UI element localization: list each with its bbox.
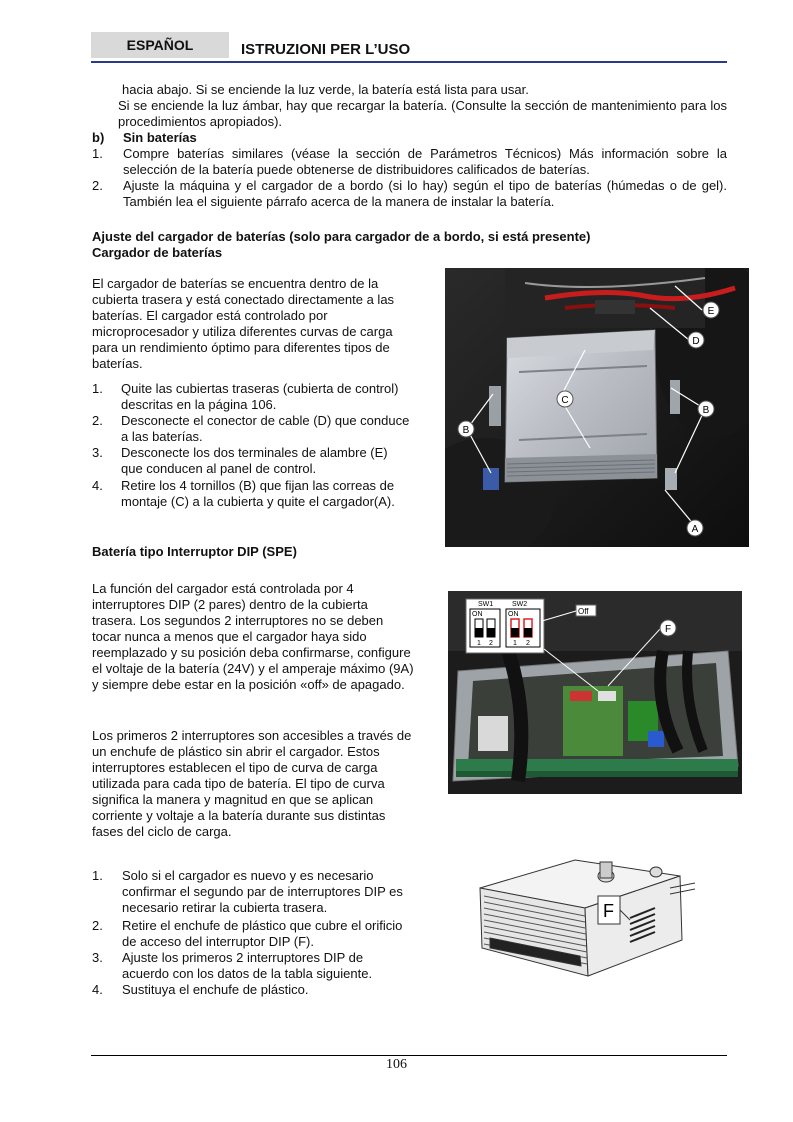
intro-line-2-text: Si se enciende la luz ámbar, hay que recargar la batería. (Consulte la sección de mantenimiento para los procedimientos apropiados). xyxy=(118,98,727,129)
charger-paragraph: El cargador de baterías se encuentra dentro de la cubierta trasera y está conectado directamente a las baterías. El cargador está controlado por microprocesador y utiliza diferentes curvas de carga para un rendimiento óptimo para diferentes tipos de baterías. xyxy=(92,276,395,371)
list-text: Quite las cubiertas traseras (cubierta de control) descritas en la página 106. xyxy=(121,381,399,412)
sw2-n2: 2 xyxy=(526,640,530,647)
list-item xyxy=(92,918,412,950)
list-text: Compre baterías similares (véase la sección de Parámetros Técnicos) Más información sobre la selección de la batería puede obtenerse de distribuidores calificados de baterías. xyxy=(123,146,727,177)
list-number: 2. xyxy=(92,413,103,428)
sw1-n2: 2 xyxy=(489,640,493,647)
list-item xyxy=(92,445,412,477)
section-subheading: Cargador de baterías xyxy=(92,245,223,260)
list-number: 1. xyxy=(92,868,103,883)
list-item xyxy=(92,381,412,413)
photo-label-f: F xyxy=(664,624,672,635)
photo-label-e: E xyxy=(707,306,715,317)
intro-line-2 xyxy=(118,98,727,130)
subsection-b xyxy=(92,130,727,146)
list-number: 3. xyxy=(92,445,103,460)
list-item xyxy=(92,982,412,998)
list-text: Desconecte los dos terminales de alambre (E) que conducen al panel de control. xyxy=(121,445,388,476)
list-text: Ajuste la máquina y el cargador de a bordo (si lo hay) según el tipo de baterías (húmedas o de gel). También lea el siguiente párrafo acerca de la manera de instalar la batería. xyxy=(123,178,727,209)
photo-label-c: C xyxy=(561,395,569,406)
list-text: Ajuste los primeros 2 interruptores DIP de acuerdo con los datos de la tabla siguiente. xyxy=(122,950,373,981)
sw2-n1: 1 xyxy=(513,640,517,647)
list-number: 4. xyxy=(92,982,103,997)
sw1-on-label: ON xyxy=(472,611,483,618)
document-title: ISTRUZIONI PER L’USO xyxy=(241,41,411,58)
list-text: Solo si el cargador es nuevo y es necesario confirmar el segundo par de interruptores DIP es necesario retirar la cubierta trasera. xyxy=(122,868,403,915)
dip-heading: Batería tipo Interruptor DIP (SPE) xyxy=(92,544,297,559)
header-divider xyxy=(91,61,727,63)
drawing-label-f: F xyxy=(603,901,614,921)
list-item xyxy=(92,178,727,210)
sw1-label: SW1 xyxy=(478,601,494,608)
list-text: Retire el enchufe de plástico que cubre el orificio de acceso del interruptor DIP (F). xyxy=(122,918,403,949)
dip-paragraph-2: Los primeros 2 interruptores son accesibles a través de un enchufe de plástico sin abrir el cargador. Estos interruptores establecen el tipo de curva de carga utilizada para cada tipo de batería. El tipo de curva significa la manera y magnitud en que se aplican corriente y voltaje a la batería durante sus distintas fases del ciclo de carga. xyxy=(92,728,412,839)
list-number: 2. xyxy=(92,918,103,933)
list-number: 1. xyxy=(92,146,103,161)
list-text: Retire los 4 tornillos (B) que fijan las correas de montaje (C) a la cubierta y quite el cargador(A). xyxy=(121,478,395,509)
list-item xyxy=(92,146,727,178)
intro-line-1: hacia abajo. Si se enciende la luz verde, la batería está lista para usar. xyxy=(122,82,529,97)
language-tab xyxy=(91,32,229,58)
list-item xyxy=(92,868,412,916)
off-label: Off xyxy=(578,607,589,616)
footer-divider xyxy=(91,1055,727,1056)
photo-label-d: D xyxy=(692,336,700,347)
dip-paragraph-1: La función del cargador está controlada por 4 interruptores DIP (2 pares) dentro de la cubierta trasera. Los segundos 2 interruptores no se deben tocar nunca a menos que el cargador haya sido reemplazado y su posición deba confirmarse, configure el voltaje de la batería (24V) y el amperaje máximo (9A) y siempre debe estar en la posición «off» de apagado. xyxy=(92,581,414,692)
list-text: Desconecte el conector de cable (D) que conduce a las baterías. xyxy=(121,413,410,444)
list-number: 1. xyxy=(92,381,103,396)
charger-drawing xyxy=(470,848,710,988)
list-number: 3. xyxy=(92,950,103,965)
page-number: 106 xyxy=(386,1057,407,1072)
sw1-n1: 1 xyxy=(477,640,481,647)
list-text: Sustituya el enchufe de plástico. xyxy=(122,982,309,997)
charger-photo xyxy=(445,268,749,547)
list-number: 2. xyxy=(92,178,103,193)
photo-label-b-left: B xyxy=(462,425,470,436)
list-item xyxy=(92,478,412,510)
section-heading: Ajuste del cargador de baterías (solo para cargador de a bordo, si está presente) xyxy=(92,229,591,244)
sw2-on-label: ON xyxy=(508,611,519,618)
photo-label-a: A xyxy=(691,524,699,535)
photo-label-b-right: B xyxy=(702,405,710,416)
list-item xyxy=(92,950,412,982)
sw2-label: SW2 xyxy=(512,601,528,608)
list-item xyxy=(92,413,412,445)
language-label: ESPAÑOL xyxy=(126,37,194,53)
dip-switch-photo xyxy=(448,591,742,794)
subsection-b-label: b) xyxy=(92,130,105,145)
subsection-b-title: Sin baterías xyxy=(123,130,197,145)
list-number: 4. xyxy=(92,478,103,493)
